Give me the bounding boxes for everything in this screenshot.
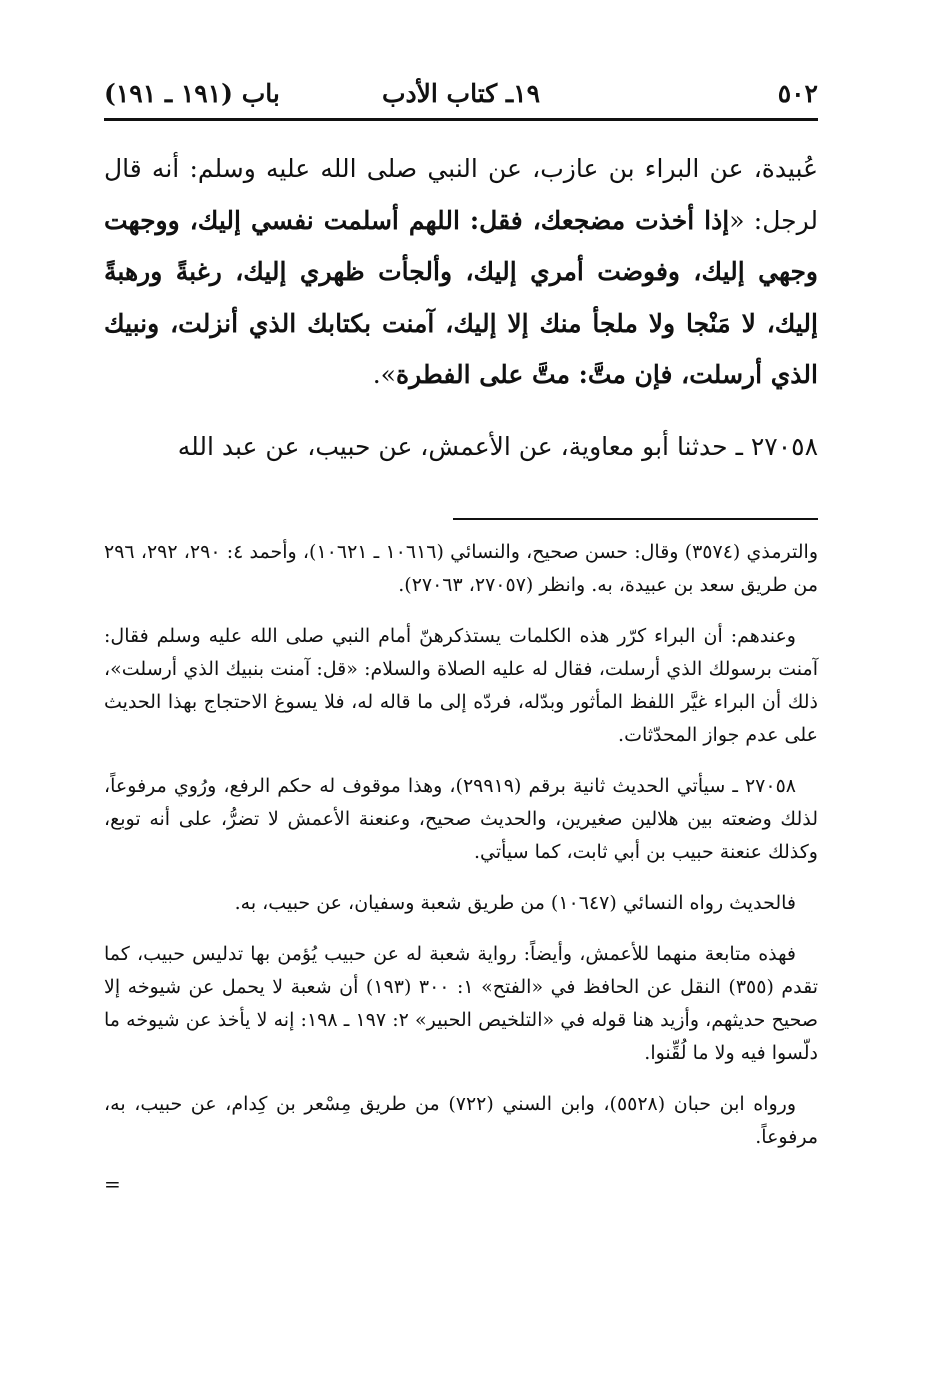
header-rule [104,118,818,121]
continuation-mark: = [104,1172,121,1196]
footnote-paragraph: ورواه ابن حبان (٥٥٢٨)، وابن السني (٧٢٢) من طريق مِسْعر بن كِدام، عن حبيب، به، مرفوعاً. [104,1093,818,1148]
hadith-quote-close: ». [372,360,396,389]
hadith-intro: عُبيدة، عن البراء بن عازب، عن النبي صلى الله عليه وسلم: أنه قال لرجل: « [104,154,818,235]
footnote-paragraph: فالحديث رواه النسائي (١٠٦٤٧) من طريق شعبة وسفيان، عن حبيب، به. [234,892,796,914]
page-number: ٥٠٢ [777,79,818,108]
main-text [104,143,818,472]
hadith-paragraph [104,143,818,401]
footnote-paragraph: فهذه متابعة منهما للأعمش، وأيضاً: رواية شعبة له عن حبيب يُؤمن بها تدليس حبيب، كما تقدم (٣٥٥) النقل عن الحافظ في «الفتح» ١: ٣٠٠ (١٩٣) أن شعبة لا يحمل عن شيوخه إلا صحيح حديثهم، وأزيد هنا قوله في «التلخيص الحبير» ٢: ١٩٧ ـ ١٩٨: إنه لا يأخذ عن شيوخه ما دلّسوا فيه ولا ما لُقِّنوا. [104,943,818,1064]
section-range: باب (١٩١ ـ ١٩١) [104,79,280,108]
footnote-paragraph: ٢٧٠٥٨ ـ سيأتي الحديث ثانية برقم (٢٩٩١٩)، وهذا موقوف له حكم الرفع، ورُوي مرفوعاً، لذلك وضعته بين هلالين صغيرين، والحديث صحيح، وعنعنة الأعمش لا تضرُّ، على أنه توبع، وكذلك عنعنة حبيب بن أبي ثابت، كما سيأتي. [104,775,818,863]
running-header [104,72,818,116]
footnote-paragraph: وعندهم: أن البراء كرّر هذه الكلمات يستذكرهنّ أمام النبي صلى الله عليه وسلم فقال: آمنت برسولك الذي أرسلت، فقال له عليه الصلاة والسلام: «قل: آمنت بنبيك الذي أرسلت»، ذلك أن البراء غيَّر اللفظ المأثور وبدّله، فردّه إلى ما قاله له، فلا يسوغ الاحتجاج بهذا الحديث على عدم جواز المحدّثات. [104,625,818,746]
footnote-paragraph: والترمذي (٣٥٧٤) وقال: حسن صحيح، والنسائي (١٠٦١٦ ـ ١٠٦٢١)، وأحمد ٤: ٢٩٠، ٢٩٢، ٢٩٦ من طريق سعد بن عبيدة، به. وانظر (٢٧٠٥٧، ٢٧٠٦٣). [104,541,818,596]
footnote-rule [453,518,818,520]
page [104,72,818,1196]
footnotes [104,536,818,1154]
chapter-title: ١٩ـ كتاب الأدب [381,79,541,108]
hadith-quote: إذا أخذت مضجعك، فقل: اللهم أسلمت نفسي إليك، ووجهت وجهي إليك، وفوضت أمري إليك، وألجأت ظهري إليك، رغبةً ورهبةً إليك، لا مَنْجا ولا ملجأ منك إلا إليك، آمنت بكتابك الذي أنزلت، ونبيك الذي أرسلت، فإن متَّ: متَّ على الفطرة [104,205,818,389]
hadith-27058-start: ٢٧٠٥٨ ـ حدثنا أبو معاوية، عن الأعمش، عن حبيب، عن عبد الله [177,431,818,461]
